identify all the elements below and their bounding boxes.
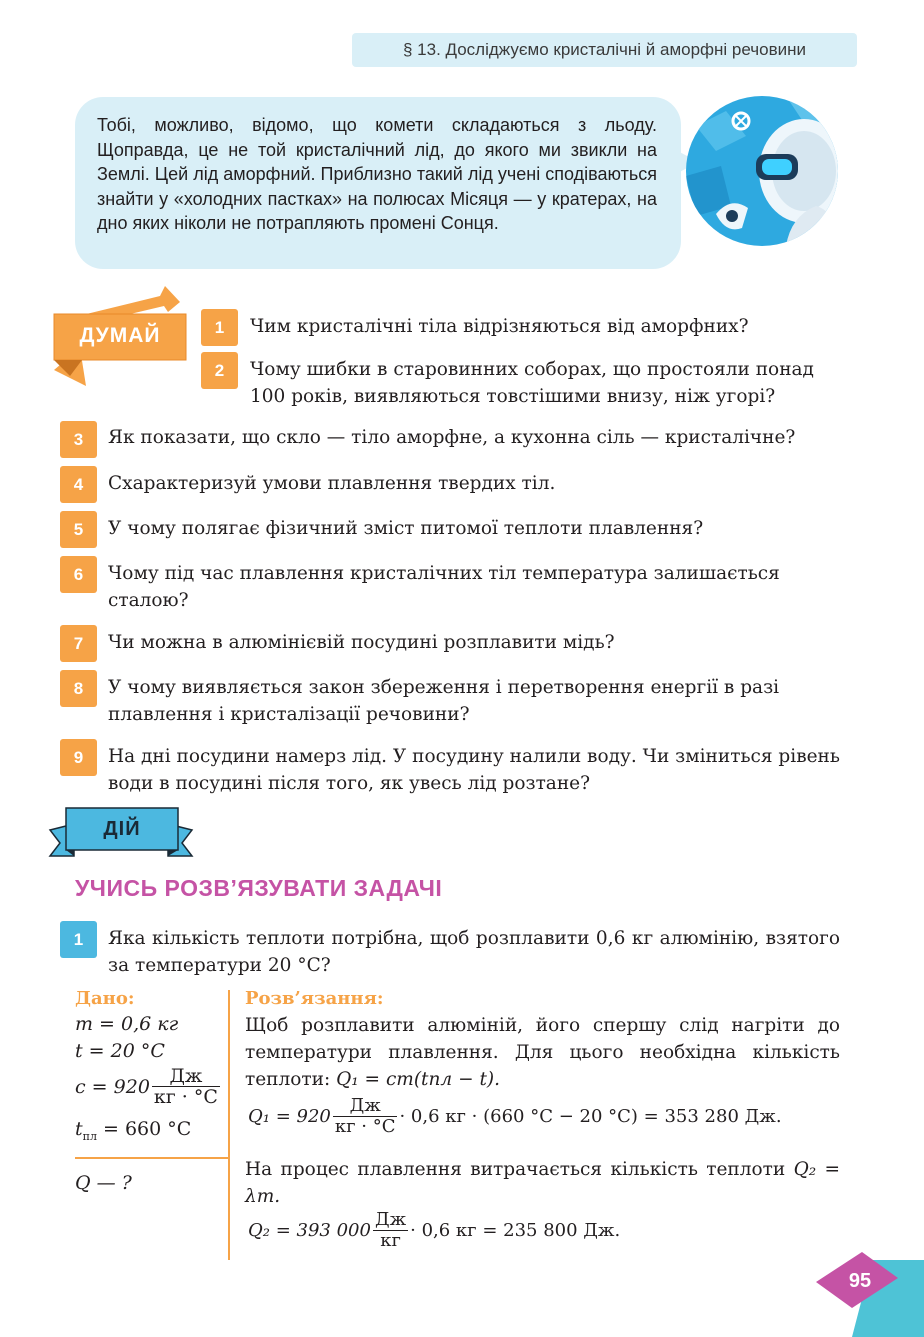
question-number: 7 (60, 625, 97, 662)
question-text: У чому виявляється закон збереження і перетворення енергії в разі плавлення і кристалізації речовини? (108, 677, 780, 725)
given-solution-divider (228, 990, 230, 1260)
given-find: Q — ? (75, 1172, 132, 1194)
problem-text: Яка кількість теплоти потрібна, щоб розплавити 0,6 кг алюмінію, взятого за температури 20 °С? (108, 928, 840, 976)
question-text: Чому шибки в старовинних соборах, що простояли понад 100 років, виявляються товстішими внизу, ніж угорі? (250, 359, 814, 407)
formula-1: Q₁ = cm(tпл − t). (336, 1069, 500, 1090)
given-heat-capacity (75, 1066, 222, 1107)
formula-4-right: · 0,6 кг = 235 800 Дж. (410, 1220, 621, 1241)
question-number: 1 (201, 309, 238, 346)
given-c-num: Дж (152, 1066, 220, 1087)
formula-4-den: кг (380, 1230, 401, 1251)
question-number: 6 (60, 556, 97, 593)
section-title: УЧИСЬ РОЗВ’ЯЗУВАТИ ЗАДАЧІ (75, 875, 443, 901)
formula-4 (248, 1210, 620, 1251)
section-header (352, 33, 857, 67)
question-text: Чи можна в алюмінієвій посудині розплавити мідь? (108, 632, 615, 653)
solution-p1-text: Щоб розплавити алюміній, його спершу слід нагріти до температури плавлення. Для цього необхідна кількість теплоти: (245, 1015, 840, 1090)
section-header-text: § 13. Досліджуємо кристалічні й аморфні речовини (402, 40, 806, 59)
intro-text: Тобі, можливо, відомо, що комети складаються з льоду. Щоправда, це не той кристалічний лід, до якого ми звикли на Землі. Цей лід аморфний. Приблизно такий лід учені сподіваються знайти у «холодних пастках» на полюсах Місяця — у кратерах, на дно яких ніколи не потрапляють промені Сонця. (97, 115, 657, 233)
solution-paragraph-2 (245, 1156, 840, 1210)
given-tpl-sub: пл (82, 1129, 97, 1143)
question-text: Чим кристалічні тіла відрізняються від аморфних? (250, 316, 749, 337)
question-number: 5 (60, 511, 97, 548)
question-text: Як показати, що скло — тіло аморфне, а кухонна сіль — кристалічне? (108, 427, 796, 448)
question-text: Схарактеризуй умови плавлення твердих тіл. (108, 473, 556, 494)
formula-4-fraction (373, 1210, 408, 1251)
page-number: 95 (848, 1269, 872, 1292)
question-number: 4 (60, 466, 97, 503)
given-melting-temp (75, 1118, 191, 1143)
given-tpl-val: = 660 °C (96, 1118, 192, 1140)
robot-illustration (686, 96, 838, 246)
question-text: Чому під час плавлення кристалічних тіл температура залишається сталою? (108, 563, 780, 611)
solution-title: Розв’язання: (245, 988, 384, 1009)
question-number: 2 (201, 352, 238, 389)
formula-3: Q₂ = λm. (245, 1159, 841, 1207)
given-tpl-var: t (75, 1118, 83, 1140)
formula-2-right: · 0,6 кг · (660 °С − 20 °С) = 353 280 Дж. (399, 1106, 782, 1127)
question-number: 8 (60, 670, 97, 707)
given-title: Дано: (75, 988, 135, 1009)
given-c-fraction (152, 1066, 220, 1107)
act-label: ДІЙ (103, 817, 141, 840)
solution-paragraph-1 (245, 1012, 840, 1093)
formula-4-num: Дж (374, 1209, 407, 1230)
formula-2 (248, 1096, 782, 1137)
given-temperature: t = 20 °C (75, 1040, 165, 1062)
given-mass: m = 0,6 кг (75, 1013, 179, 1035)
question-text: У чому полягає фізичний зміст питомої теплоти плавлення? (108, 518, 704, 539)
given-divider (75, 1157, 228, 1159)
question-number: 9 (60, 739, 97, 776)
formula-2-fraction (333, 1096, 398, 1137)
intro-bubble (75, 97, 681, 269)
formula-2-den: кг · °С (334, 1116, 396, 1137)
formula-2-num: Дж (333, 1096, 398, 1117)
solution-p2-text: На процес плавлення витрачається кількість теплоти (245, 1159, 786, 1180)
given-c-den: кг · °C (153, 1086, 218, 1108)
formula-4-left: Q₂ = 393 000 (248, 1220, 371, 1241)
question-text: На дні посудини намерз лід. У посудину налили воду. Чи зміниться рівень води в посудині після того, як увесь лід розтане? (108, 746, 840, 794)
given-c-left: c = 920 (75, 1075, 150, 1098)
formula-2-left: Q₁ = 920 (248, 1106, 331, 1127)
think-label: ДУМАЙ (79, 324, 161, 347)
problem-number: 1 (60, 921, 97, 958)
question-number: 3 (60, 421, 97, 458)
